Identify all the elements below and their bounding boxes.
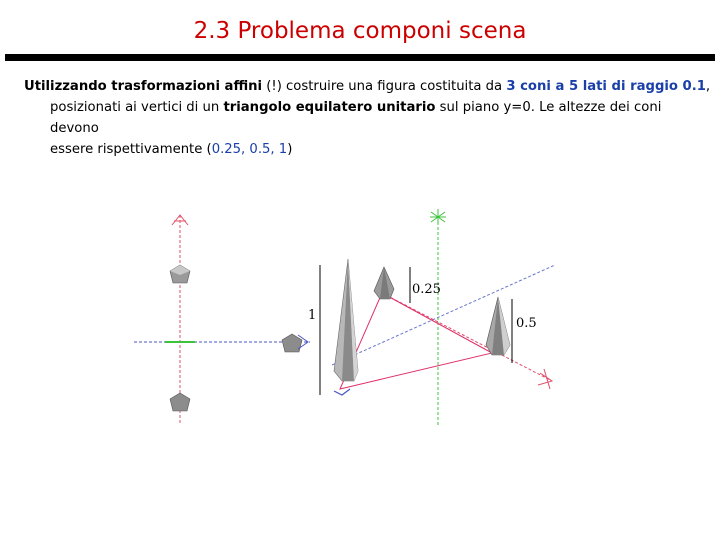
z-axis-blue xyxy=(332,265,555,365)
affine-term: Utilizzando trasformazioni affini xyxy=(24,79,263,94)
cone-heights: 0.25, 0.5, 1 xyxy=(211,142,288,157)
statement-text: ) xyxy=(287,142,293,157)
statement-line-3 xyxy=(24,139,714,160)
statement-text: posizionati ai vertici di un xyxy=(50,100,224,115)
label-height-025: 0.25 xyxy=(412,282,441,297)
problem-statement xyxy=(24,76,714,160)
statement-text: (!) costruire una figura costituita da xyxy=(262,79,507,94)
statement-text: sul piano y=0. Le altezze dei coni devono xyxy=(50,100,662,136)
statement-line-2 xyxy=(24,97,714,139)
statement-text: , xyxy=(705,79,711,94)
label-height-05: 0.5 xyxy=(516,316,537,331)
scene-figure xyxy=(120,195,580,425)
label-height-1: 1 xyxy=(308,308,317,323)
slide-title: 2.3 Problema componi scena xyxy=(193,18,527,44)
perspective-view xyxy=(308,209,555,425)
equilateral-triangle xyxy=(340,293,492,389)
statement-line-1 xyxy=(24,76,714,97)
statement-text: essere rispettivamente ( xyxy=(50,142,212,157)
title-divider xyxy=(5,54,715,61)
pentagon-right xyxy=(282,334,302,352)
cones-spec: 3 coni a 5 lati di raggio 0.1 xyxy=(506,79,706,94)
triangle-term: triangolo equilatero unitario xyxy=(223,100,436,115)
y-axis-arrow xyxy=(430,209,446,225)
base-marker xyxy=(334,389,350,395)
x-axis-arrow xyxy=(538,369,552,389)
left-view xyxy=(134,215,310,423)
pentagon-bottom xyxy=(170,393,190,411)
x-axis-red xyxy=(382,293,552,381)
